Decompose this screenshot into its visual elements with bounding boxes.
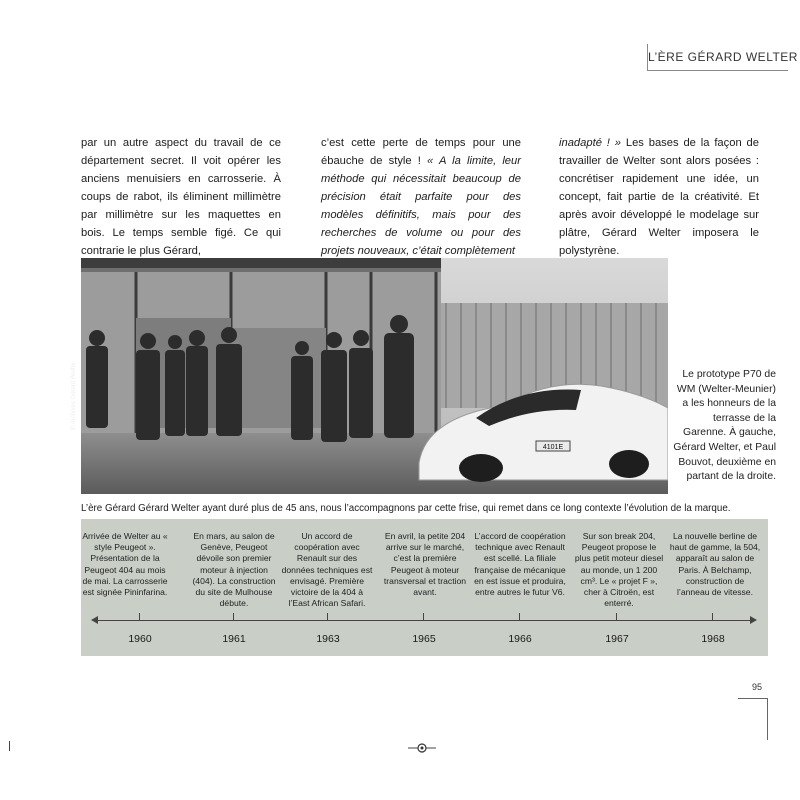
- timeline-intro-caption: L’ère Gérard Gérard Welter ayant duré plus de 45 ans, nous l’accompagnons par cette frise, qui remet dans ce long contexte l’évolution de la marque.: [81, 503, 731, 514]
- timeline-frieze: [81, 519, 768, 656]
- timeline-tick: [139, 613, 140, 621]
- timeline-tick: [423, 613, 424, 621]
- timeline-tick: [616, 613, 617, 621]
- timeline-year: 1967: [605, 633, 629, 645]
- photo-credit: © Archives Gérard Welter: [71, 362, 77, 430]
- body-column-2: [321, 134, 521, 260]
- body-column-3: [559, 134, 759, 260]
- header-rule-vertical: [647, 44, 648, 71]
- body-text-col2-quote: « A la limite, leur méthode qui nécessitait beaucoup de précision était parfaite pour des modèles définitifs, mais pour des recherches de volume ou pour des projets nouveaux, c’était complètement: [321, 155, 521, 257]
- timeline-tick: [233, 613, 234, 621]
- body-text-col3-plain: Les bases de la façon de travailler de Welter sont alors posées : concrétiser rapidement une idée, un concept, fait partie de la créativité. Et après avoir développé le modelage sur plâtre, Gérard Welter imposera le polystyrène.: [559, 137, 759, 257]
- margin-mark: [9, 741, 10, 751]
- timeline-year: 1965: [412, 633, 436, 645]
- timeline-event-text: En mars, au salon de Genève, Peugeot dévoile son premier moteur à injection (404). La construction du site de Mulhouse débute.: [192, 531, 276, 609]
- photo-illustration: [81, 258, 668, 494]
- body-column-1: [81, 134, 281, 260]
- timeline-event-text: Sur son break 204, Peugeot propose le plus petit moteur diesel au monde, un 1 200 cm³. Le « projet F », cher à Citroën, est enterré.: [574, 531, 664, 609]
- timeline-event-text: La nouvelle berline de haut de gamme, la 504, apparaît au salon de Paris. À Belchamp, construction de l’anneau de vitesse.: [669, 531, 761, 598]
- timeline-year: 1960: [128, 633, 152, 645]
- timeline-event-text: Arrivée de Welter au « style Peugeot ». Présentation de la Peugeot 404 au mois de mai. La carrosserie est signée Pininfarina.: [82, 531, 168, 598]
- page-number: 95: [752, 682, 763, 692]
- timeline-event-text: L’accord de coopération technique avec Renault est scellé. La filiale française de mécanique en est issue et produira, entre autres le futur V6.: [474, 531, 566, 598]
- body-text-col2: [321, 134, 521, 260]
- ornament-icon: [408, 741, 436, 755]
- timeline-year: 1963: [316, 633, 340, 645]
- timeline-tick: [327, 613, 328, 621]
- body-text-col1: par un autre aspect du travail de ce département secret. Il voit opérer les anciens menuisiers en carrosserie. À coups de rabot, ils éliminent millimètre par millimètre sur les maquettes en bois. Le temps semble figé. Ce qui contrarie le plus Gérard,: [81, 137, 281, 257]
- timeline-year: 1961: [222, 633, 246, 645]
- historical-photo: [81, 258, 668, 494]
- crop-mark-vertical: [767, 698, 768, 740]
- running-header: L’ÈRE GÉRARD WELTER: [648, 50, 798, 64]
- timeline-arrow-right: [750, 616, 757, 624]
- photo-side-caption: Le prototype P70 de WM (Welter-Meunier) a les honneurs de la terrasse de la Garenne. À gauche, Gérard Welter, et Paul Bouvot, deuxième en partant de la droite.: [673, 369, 776, 483]
- timeline-axis: [95, 620, 753, 621]
- car-plate: 4101E: [542, 444, 564, 451]
- timeline-year: 1968: [701, 633, 725, 645]
- timeline-event-text: Un accord de coopération avec Renault sur des données techniques est envisagé. Première victoire de la 404 à l’East African Safari.: [281, 531, 373, 609]
- timeline-tick: [712, 613, 713, 621]
- timeline-tick: [519, 613, 520, 621]
- crop-mark-horizontal: [738, 698, 768, 699]
- timeline-event-text: En avril, la petite 204 arrive sur le marché, c’est la première Peugeot à moteur transversal et traction avant.: [383, 531, 467, 598]
- body-text-col3: [559, 134, 759, 260]
- header-rule-horizontal: [648, 70, 788, 71]
- timeline-year: 1966: [508, 633, 532, 645]
- body-text-col3-quote: inadapté ! »: [559, 137, 621, 149]
- body-text-col2-plain: c’est cette perte de temps pour une ébauche de style !: [321, 137, 521, 167]
